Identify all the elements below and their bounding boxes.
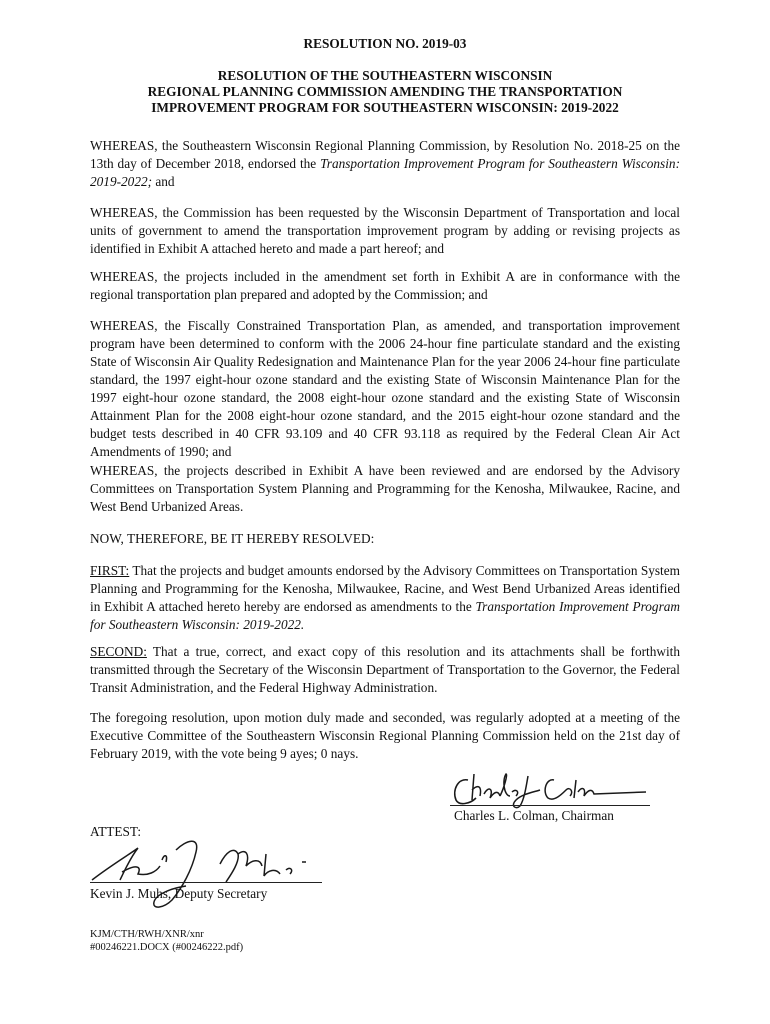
adoption-paragraph: The foregoing resolution, upon motion duly made and seconded, was regularly adopted at a meeting of the Executive Committee of the Southeastern Wisconsin Regional Planning Commission held on the 21st day of February 2019, with the vote being 9 ayes; 0 nays.	[90, 710, 680, 761]
whereas-paragraph-1	[90, 137, 680, 191]
chairman-name: Charles L. Colman, Chairman	[454, 808, 614, 823]
first-label: FIRST:	[90, 563, 130, 578]
title-line-1: RESOLUTION OF THE SOUTHEASTERN WISCONSIN	[217, 68, 553, 83]
whereas-paragraph-5: WHEREAS, the projects described in Exhibit A have been reviewed and are endorsed by the Advisory Committees on Transportation System Planning and Programming for the Kenosha, Milwaukee, Racine, and West Bend Urbanized Areas.	[90, 463, 680, 514]
deputy-secretary-signature	[90, 836, 320, 916]
second-clause	[90, 643, 680, 697]
title-line-2: REGIONAL PLANNING COMMISSION AMENDING THE TRANSPORTATION	[147, 84, 623, 99]
deputy-secretary-name: Kevin J. Muhs, Deputy Secretary	[90, 886, 268, 901]
second-text: That a true, correct, and exact copy of this resolution and its attachments shall be forthwith transmitted through the Secretary of the Wisconsin Department of Transportation to the Governor, the Federal Transit Administration, and the Federal Highway Administration.	[90, 644, 680, 695]
second-label: SECOND:	[90, 644, 147, 659]
footer-initials: KJM/CTH/RWH/XNR/xnr	[90, 929, 204, 940]
first-program-title: Transportation Improvement Program for Southeastern Wisconsin: 2019-2022.	[90, 599, 681, 632]
resolved-heading: NOW, THEREFORE, BE IT HEREBY RESOLVED:	[90, 531, 375, 546]
title-line-3: IMPROVEMENT PROGRAM FOR SOUTHEASTERN WISCONSIN: 2019-2022	[151, 100, 619, 115]
whereas-1-program-title: Transportation Improvement Program for Southeastern Wisconsin: 2019-2022;	[90, 156, 680, 189]
chairman-signature-line	[450, 805, 650, 806]
footer-file-reference: #00246221.DOCX (#00246222.pdf)	[90, 942, 244, 953]
resolution-title	[90, 68, 680, 116]
whereas-paragraph-3: WHEREAS, the projects included in the amendment set forth in Exhibit A are in conformance with the regional transportation plan prepared and adopted by the Commission; and	[90, 269, 680, 302]
first-text: That the projects and budget amounts endorsed by the Advisory Committees on Transportation System Planning and Programming for the Kenosha, Milwaukee, Racine, and West Bend Urbanized Areas identified in Exhibit A attached hereto hereby are endorsed as amendments to the	[90, 563, 680, 614]
chairman-signature	[450, 770, 650, 810]
whereas-1-tail: and	[152, 174, 175, 189]
whereas-1-text: WHEREAS, the Southeastern Wisconsin Regional Planning Commission, by Resolution No. 2018-25 on the 13th day of December 2018, endorsed the	[90, 138, 680, 171]
whereas-paragraph-2: WHEREAS, the Commission has been requested by the Wisconsin Department of Transportation and local units of government to amend the transportation improvement program by adding or revising projects as identified in Exhibit A attached hereto and made a part hereof; and	[90, 205, 680, 256]
attest-label: ATTEST:	[90, 824, 142, 839]
resolution-number: RESOLUTION NO. 2019-03	[303, 36, 467, 51]
whereas-paragraph-4: WHEREAS, the Fiscally Constrained Transportation Plan, as amended, and transportation improvement program have been determined to conform with the 2006 24-hour fine particulate standard and the existing State of Wisconsin Air Quality Redesignation and Maintenance Plan for the year 2006 24-hour fine particulate standard, the 1997 eight-hour ozone standard and the existing State of Wisconsin Maintenance Plan for the 1997 eight-hour ozone standard, the 2008 eight-hour ozone standard and the existing State of Wisconsin Attainment Plan for the 2008 eight-hour ozone standard, and the 2015 eight-hour ozone standard and the budget tests described in 40 CFR 93.109 and 40 CFR 93.118 as required by the Federal Clean Air Act Amendments of 1990; and	[90, 318, 680, 459]
attest-signature-line	[90, 882, 322, 883]
first-clause	[90, 562, 680, 634]
